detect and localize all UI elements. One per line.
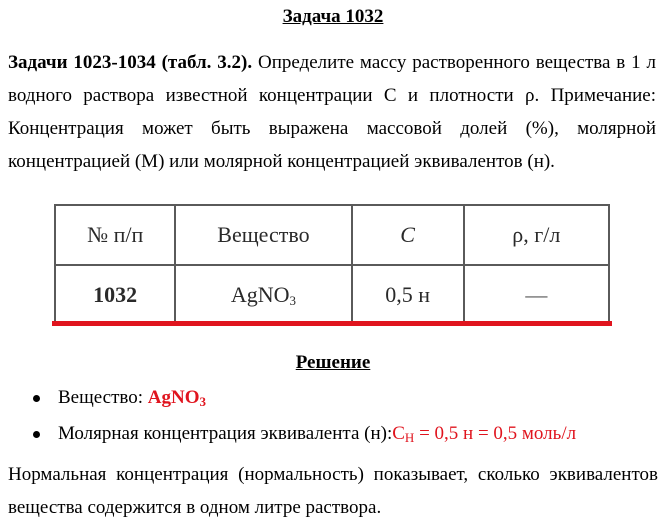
item-value-sub: 3 <box>199 394 206 409</box>
cell-number: 1032 <box>55 265 175 325</box>
cell-density: — <box>464 265 609 325</box>
data-table <box>54 204 610 326</box>
item-value-main: C <box>392 423 405 444</box>
table-header-row <box>55 205 609 265</box>
item-value-sub: Н <box>404 430 415 445</box>
table-row <box>55 265 609 325</box>
cell-concentration: 0,5 н <box>352 265 464 325</box>
header-substance: Вещество <box>175 205 351 265</box>
list-item <box>0 384 666 420</box>
item-value-main: AgNO <box>147 387 200 408</box>
item-label: Молярная концентрация эквивалента (н): <box>58 423 393 444</box>
normality-paragraph: Нормальная концентрация (нормальность) показывает, сколько эквивалентов вещества содержится в одном литре раствора. <box>8 464 658 518</box>
task-text: Определите массу растворенного вещества в 1 л водного раствора известной концентрации С и плотности ρ. Примечание: Концентрация может быть выражена массовой долей (%), молярной концентрацией (М) или молярной концентрацией эквивалентов (н). <box>8 52 656 172</box>
item-value-rest: = 0,5 н = 0,5 моль/л <box>414 423 577 444</box>
item-label: Вещество: <box>58 387 148 408</box>
header-density: ρ, г/л <box>464 205 609 265</box>
cell-substance-main: AgNO <box>230 281 290 307</box>
solution-title: Решение <box>295 352 371 373</box>
cell-substance-sub: 3 <box>289 292 297 308</box>
table-underline <box>52 321 612 326</box>
task-statement <box>8 46 656 178</box>
bullet-icon <box>33 395 40 402</box>
solution-list <box>0 384 666 456</box>
bullet-icon <box>33 431 40 438</box>
page-title: Задача 1032 <box>282 6 384 27</box>
header-concentration: C <box>352 205 464 265</box>
item-value <box>148 387 206 408</box>
header-number: № п/п <box>55 205 175 265</box>
list-item <box>0 420 666 456</box>
item-value <box>392 423 576 444</box>
cell-substance <box>175 265 351 325</box>
task-lead: Задачи 1023-1034 (табл. 3.2). <box>8 52 253 73</box>
